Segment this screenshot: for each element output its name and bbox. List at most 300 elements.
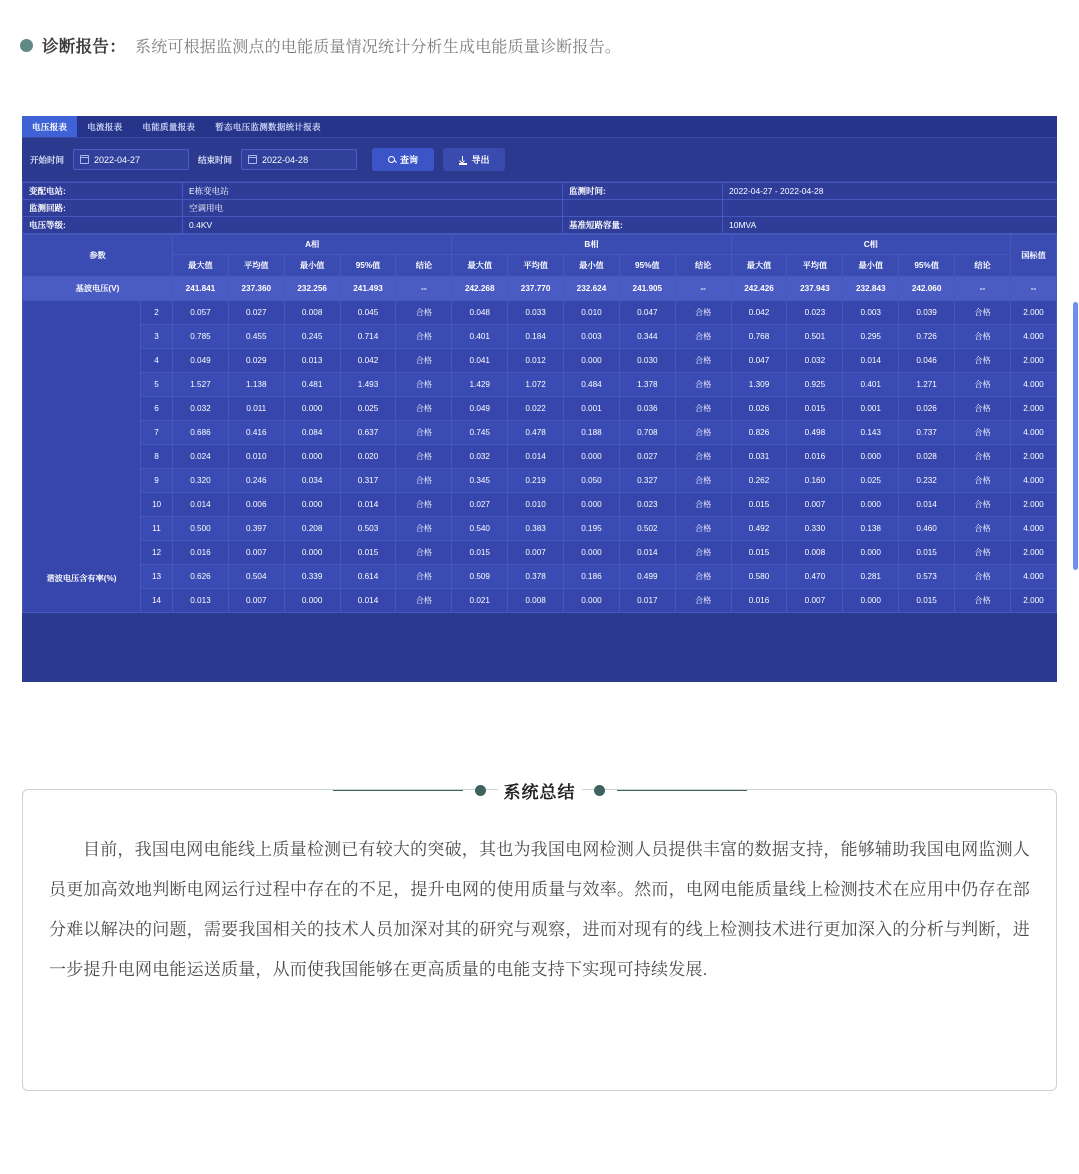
- cell-a-2: 0.339: [284, 565, 340, 589]
- cell-b-0: 0.345: [452, 469, 508, 493]
- empty-value: [723, 200, 1058, 217]
- cell-c-0: 0.262: [731, 469, 787, 493]
- start-time-label: 开始时间: [30, 154, 65, 165]
- cell-b-0: 0.015: [452, 541, 508, 565]
- table-row: [23, 541, 1057, 565]
- cell-standard: 2.000: [1011, 397, 1057, 421]
- cell-a-4: 合格: [396, 565, 452, 589]
- cell-c-4: 合格: [955, 373, 1011, 397]
- short-circuit-capacity-value: 10MVA: [723, 217, 1058, 234]
- cell-a-0: 0.686: [173, 421, 229, 445]
- cell-c-3: 0.232: [899, 469, 955, 493]
- short-circuit-capacity-label: 基准短路容量:: [563, 217, 723, 234]
- cell-c-3: 0.573: [899, 565, 955, 589]
- cell-a-0: 0.500: [173, 517, 229, 541]
- cell-c-0: 0.016: [731, 589, 787, 613]
- cell-a-4: 合格: [396, 397, 452, 421]
- cell-order: 10: [141, 493, 173, 517]
- cell-c-0: 0.015: [731, 541, 787, 565]
- cell-b-4: 合格: [675, 541, 731, 565]
- cell-c-1: 0.015: [787, 397, 843, 421]
- cell-a-2: 0.000: [284, 589, 340, 613]
- cell-order: 12: [141, 541, 173, 565]
- header-phase-b: B相: [452, 235, 731, 255]
- intro-line: [20, 33, 621, 57]
- header-c-max: 最大值: [731, 255, 787, 277]
- header-c-conclusion: 结论: [955, 255, 1011, 277]
- cell-standard: 2.000: [1011, 493, 1057, 517]
- report-vertical-scrollbar[interactable]: [1072, 116, 1079, 682]
- monitor-time-label: 监测时间:: [563, 183, 723, 200]
- cell-b-1: 0.478: [508, 421, 564, 445]
- header-a-conclusion: 结论: [396, 255, 452, 277]
- cell-a-1: 0.029: [228, 349, 284, 373]
- cell-b-3: 0.023: [619, 493, 675, 517]
- cell-b-3: 0.030: [619, 349, 675, 373]
- cell-b-2: 0.001: [564, 397, 620, 421]
- cell-b-1: 0.022: [508, 397, 564, 421]
- cell-c-3: 0.015: [899, 541, 955, 565]
- cell-a-1: 0.416: [228, 421, 284, 445]
- header-a-max: 最大值: [173, 255, 229, 277]
- cell-b-3: 0.014: [619, 541, 675, 565]
- cell-c-3: 0.014: [899, 493, 955, 517]
- cell-b-1: 0.378: [508, 565, 564, 589]
- cell-b-4: 合格: [675, 589, 731, 613]
- table-row: [23, 589, 1057, 613]
- cell-b-3: 0.502: [619, 517, 675, 541]
- cell-c-0: 0.031: [731, 445, 787, 469]
- cell-b-2: 0.000: [564, 589, 620, 613]
- cell-b-0: 0.401: [452, 325, 508, 349]
- cell-standard: 4.000: [1011, 421, 1057, 445]
- cell-c-2: 0.000: [843, 589, 899, 613]
- cell-standard: 2.000: [1011, 349, 1057, 373]
- cell-a-2: 0.034: [284, 469, 340, 493]
- cell-order: 7: [141, 421, 173, 445]
- cell-b-4: 合格: [675, 493, 731, 517]
- cell-b-0: 0.745: [452, 421, 508, 445]
- scrollbar-thumb[interactable]: [1073, 302, 1078, 570]
- table-row: [23, 469, 1057, 493]
- cell-a-3: 0.714: [340, 325, 396, 349]
- table-row: [23, 325, 1057, 349]
- cell-b-3: 0.327: [619, 469, 675, 493]
- cell-c-4: 合格: [955, 541, 1011, 565]
- cell-b-3: 0.708: [619, 421, 675, 445]
- cell-a-1: 1.138: [228, 373, 284, 397]
- cell-b-1: 1.072: [508, 373, 564, 397]
- cell-c-1: 0.023: [787, 301, 843, 325]
- cell-b-3: 1.378: [619, 373, 675, 397]
- cell-c-1: 0.007: [787, 589, 843, 613]
- summary-paragraph: 目前，我国电网电能线上质量检测已有较大的突破，其也为我国电网检测人员提供丰富的数据支持，能够辅助我国电网监测人员更加高效地判断电网运行过程中存在的不足，提升电网的使用质量与效率。然而，电网电能质量线上检测技术在应用中仍存在部分难以解决的问题，需要我国相关的技术人员加深对其的研究与观察，进而对现有的线上检测技术进行更加深入的分析与判断，进一步提升电网电能运送质量，从而使我国能够在更高质量的电能支持下实现可持续发展.: [49, 840, 1030, 979]
- cell-fundamental-c-3: 242.060: [899, 277, 955, 301]
- divider-line-right: [617, 790, 747, 791]
- cell-b-0: 0.041: [452, 349, 508, 373]
- table-row: [23, 445, 1057, 469]
- cell-c-2: 0.000: [843, 445, 899, 469]
- decorative-dot-right-icon: [594, 785, 605, 796]
- table-row: [23, 565, 1057, 589]
- cell-c-1: 0.470: [787, 565, 843, 589]
- cell-a-3: 0.045: [340, 301, 396, 325]
- cell-b-0: 0.027: [452, 493, 508, 517]
- cell-b-0: 0.509: [452, 565, 508, 589]
- cell-c-0: 0.042: [731, 301, 787, 325]
- cell-c-3: 0.046: [899, 349, 955, 373]
- cell-b-4: 合格: [675, 301, 731, 325]
- cell-b-1: 0.219: [508, 469, 564, 493]
- tab-transient-voltage-report[interactable]: 暂态电压监测数据统计报表: [215, 121, 321, 132]
- cell-b-1: 0.012: [508, 349, 564, 373]
- cell-b-2: 0.050: [564, 469, 620, 493]
- cell-b-3: 0.499: [619, 565, 675, 589]
- cell-c-1: 0.007: [787, 493, 843, 517]
- cell-b-2: 0.000: [564, 493, 620, 517]
- cell-c-4: 合格: [955, 493, 1011, 517]
- cell-b-0: 0.032: [452, 445, 508, 469]
- cell-a-3: 0.637: [340, 421, 396, 445]
- cell-order: 5: [141, 373, 173, 397]
- cell-b-1: 0.008: [508, 589, 564, 613]
- voltage-level-label: 电压等级:: [23, 217, 183, 234]
- intro-description: 系统可根据监测点的电能质量情况统计分析生成电能质量诊断报告。: [135, 38, 622, 56]
- header-phase-c: C相: [731, 235, 1010, 255]
- cell-b-1: 0.383: [508, 517, 564, 541]
- cell-b-2: 0.000: [564, 445, 620, 469]
- query-button[interactable]: [372, 148, 434, 171]
- cell-b-2: 0.000: [564, 541, 620, 565]
- decorative-dot-left-icon: [475, 785, 486, 796]
- cell-b-0: 0.540: [452, 517, 508, 541]
- cell-a-1: 0.010: [228, 445, 284, 469]
- header-b-p95: 95%值: [619, 255, 675, 277]
- report-tabbar: [22, 116, 1057, 138]
- cell-a-4: 合格: [396, 373, 452, 397]
- cell-a-0: 0.049: [173, 349, 229, 373]
- substation-label: 变配电站:: [23, 183, 183, 200]
- cell-standard: 4.000: [1011, 325, 1057, 349]
- cell-a-4: 合格: [396, 493, 452, 517]
- search-icon: [388, 156, 395, 163]
- cell-a-4: 合格: [396, 589, 452, 613]
- cell-a-4: 合格: [396, 349, 452, 373]
- cell-b-4: 合格: [675, 565, 731, 589]
- monitor-time-value: 2022-04-27 - 2022-04-28: [723, 183, 1058, 200]
- start-date-input[interactable]: [73, 149, 189, 170]
- export-button-label: 导出: [471, 155, 490, 165]
- cell-standard: 2.000: [1011, 301, 1057, 325]
- cell-c-2: 0.014: [843, 349, 899, 373]
- tab-voltage-report[interactable]: 电压报表: [22, 116, 77, 137]
- circuit-label: 监测回路:: [23, 200, 183, 217]
- cell-a-1: 0.504: [228, 565, 284, 589]
- circuit-value: 空调用电: [183, 200, 563, 217]
- cell-fundamental-c-2: 232.843: [843, 277, 899, 301]
- cell-c-3: 0.028: [899, 445, 955, 469]
- table-row: [23, 183, 1058, 200]
- cell-b-3: 0.047: [619, 301, 675, 325]
- cell-a-1: 0.007: [228, 589, 284, 613]
- cell-c-4: 合格: [955, 469, 1011, 493]
- table-row: [23, 421, 1057, 445]
- calendar-icon: [248, 155, 257, 164]
- cell-b-2: 0.010: [564, 301, 620, 325]
- cell-a-0: 0.785: [173, 325, 229, 349]
- cell-a-1: 0.455: [228, 325, 284, 349]
- cell-b-4: 合格: [675, 397, 731, 421]
- header-a-avg: 平均值: [228, 255, 284, 277]
- start-date-value: 2022-04-27: [94, 154, 141, 165]
- cell-c-0: 0.047: [731, 349, 787, 373]
- cell-order: 11: [141, 517, 173, 541]
- cell-c-3: 0.015: [899, 589, 955, 613]
- header-c-avg: 平均值: [787, 255, 843, 277]
- cell-fundamental-a-4: --: [396, 277, 452, 301]
- table-header-metrics: [23, 255, 1057, 277]
- cell-b-3: 0.036: [619, 397, 675, 421]
- header-param: 参数: [23, 235, 173, 277]
- cell-fundamental-a-2: 232.256: [284, 277, 340, 301]
- divider-line-left: [333, 790, 463, 791]
- power-quality-report-panel: [22, 116, 1057, 682]
- cell-a-3: 0.614: [340, 565, 396, 589]
- cell-c-2: 0.138: [843, 517, 899, 541]
- cell-b-1: 0.184: [508, 325, 564, 349]
- cell-a-0: 0.032: [173, 397, 229, 421]
- cell-c-3: 0.039: [899, 301, 955, 325]
- cell-c-0: 0.768: [731, 325, 787, 349]
- cell-c-2: 0.025: [843, 469, 899, 493]
- cell-a-1: 0.006: [228, 493, 284, 517]
- station-info-table: [22, 182, 1057, 234]
- table-row: [23, 517, 1057, 541]
- table-row: [23, 277, 1057, 301]
- cell-b-1: 0.010: [508, 493, 564, 517]
- cell-a-2: 0.000: [284, 541, 340, 565]
- table-row: [23, 217, 1058, 234]
- cell-b-2: 0.003: [564, 325, 620, 349]
- cell-c-1: 0.016: [787, 445, 843, 469]
- system-summary-card: [22, 783, 1057, 1091]
- cell-c-2: 0.401: [843, 373, 899, 397]
- row-label-fundamental: 基波电压(V): [23, 277, 173, 301]
- report-toolbar: [22, 138, 1057, 182]
- cell-a-3: 0.020: [340, 445, 396, 469]
- tab-current-report[interactable]: 电流报表: [87, 121, 123, 132]
- cell-order: 14: [141, 589, 173, 613]
- harmonic-data-table: [22, 234, 1057, 613]
- cell-c-4: 合格: [955, 589, 1011, 613]
- cell-c-0: 0.015: [731, 493, 787, 517]
- cell-standard: 4.000: [1011, 517, 1057, 541]
- cell-fundamental-c-0: 242.426: [731, 277, 787, 301]
- cell-a-3: 0.503: [340, 517, 396, 541]
- cell-standard: 2.000: [1011, 445, 1057, 469]
- cell-c-2: 0.000: [843, 541, 899, 565]
- cell-b-4: 合格: [675, 469, 731, 493]
- cell-b-4: 合格: [675, 445, 731, 469]
- cell-a-4: 合格: [396, 301, 452, 325]
- cell-b-3: 0.344: [619, 325, 675, 349]
- cell-fundamental-b-1: 237.770: [508, 277, 564, 301]
- cell-a-4: 合格: [396, 517, 452, 541]
- cell-a-3: 0.014: [340, 589, 396, 613]
- cell-c-2: 0.295: [843, 325, 899, 349]
- tab-power-quality-report[interactable]: 电能质量报表: [142, 121, 196, 132]
- query-button-label: 查询: [400, 155, 419, 165]
- cell-a-0: 0.320: [173, 469, 229, 493]
- header-b-conclusion: 结论: [675, 255, 731, 277]
- table-row: [23, 373, 1057, 397]
- cell-c-1: 0.501: [787, 325, 843, 349]
- cell-b-2: 0.000: [564, 349, 620, 373]
- cell-b-3: 0.017: [619, 589, 675, 613]
- cell-a-2: 0.000: [284, 493, 340, 517]
- harmonic-table-body: [23, 277, 1057, 613]
- cell-b-1: 0.014: [508, 445, 564, 469]
- cell-c-4: 合格: [955, 349, 1011, 373]
- cell-fundamental-c-1: 237.943: [787, 277, 843, 301]
- cell-fundamental-a-0: 241.841: [173, 277, 229, 301]
- cell-standard: 4.000: [1011, 469, 1057, 493]
- cell-c-3: 0.460: [899, 517, 955, 541]
- cell-b-0: 0.048: [452, 301, 508, 325]
- header-c-min: 最小值: [843, 255, 899, 277]
- cell-c-4: 合格: [955, 445, 1011, 469]
- summary-title: 系统总结: [498, 778, 582, 803]
- intro-label: 诊断报告：: [42, 38, 126, 56]
- row-label-harmonic: 谐波电压含有率(%): [23, 301, 141, 613]
- table-header-phases: [23, 235, 1057, 255]
- cell-b-4: 合格: [675, 373, 731, 397]
- cell-a-2: 0.481: [284, 373, 340, 397]
- cell-c-0: 0.492: [731, 517, 787, 541]
- cell-a-1: 0.011: [228, 397, 284, 421]
- cell-b-1: 0.007: [508, 541, 564, 565]
- cell-b-4: 合格: [675, 325, 731, 349]
- cell-a-0: 0.016: [173, 541, 229, 565]
- cell-b-2: 0.186: [564, 565, 620, 589]
- cell-c-3: 1.271: [899, 373, 955, 397]
- cell-c-3: 0.726: [899, 325, 955, 349]
- cell-b-4: 合格: [675, 421, 731, 445]
- cell-c-1: 0.160: [787, 469, 843, 493]
- cell-c-3: 0.737: [899, 421, 955, 445]
- cell-a-2: 0.245: [284, 325, 340, 349]
- cell-standard: 4.000: [1011, 373, 1057, 397]
- cell-order: 9: [141, 469, 173, 493]
- download-icon: [459, 156, 467, 164]
- export-button[interactable]: [443, 148, 505, 171]
- table-row: [23, 493, 1057, 517]
- cell-a-3: 0.014: [340, 493, 396, 517]
- cell-a-0: 0.626: [173, 565, 229, 589]
- cell-fundamental-c-4: --: [955, 277, 1011, 301]
- header-a-p95: 95%值: [340, 255, 396, 277]
- cell-c-0: 1.309: [731, 373, 787, 397]
- header-b-min: 最小值: [564, 255, 620, 277]
- cell-b-2: 0.484: [564, 373, 620, 397]
- cell-c-1: 0.008: [787, 541, 843, 565]
- cell-c-2: 0.000: [843, 493, 899, 517]
- cell-c-0: 0.026: [731, 397, 787, 421]
- cell-c-1: 0.330: [787, 517, 843, 541]
- header-phase-a: A相: [173, 235, 452, 255]
- cell-order: 6: [141, 397, 173, 421]
- end-time-label: 结束时间: [198, 154, 233, 165]
- cell-a-2: 0.013: [284, 349, 340, 373]
- cell-a-4: 合格: [396, 541, 452, 565]
- cell-order: 3: [141, 325, 173, 349]
- cell-fundamental-b-3: 241.905: [619, 277, 675, 301]
- cell-a-3: 0.042: [340, 349, 396, 373]
- cell-c-4: 合格: [955, 325, 1011, 349]
- cell-c-4: 合格: [955, 301, 1011, 325]
- cell-b-2: 0.188: [564, 421, 620, 445]
- cell-c-0: 0.826: [731, 421, 787, 445]
- cell-a-0: 0.014: [173, 493, 229, 517]
- header-a-min: 最小值: [284, 255, 340, 277]
- cell-standard: 2.000: [1011, 541, 1057, 565]
- cell-a-2: 0.208: [284, 517, 340, 541]
- cell-standard: 4.000: [1011, 565, 1057, 589]
- end-date-input[interactable]: [241, 149, 357, 170]
- cell-c-2: 0.143: [843, 421, 899, 445]
- cell-a-0: 0.013: [173, 589, 229, 613]
- cell-c-2: 0.003: [843, 301, 899, 325]
- cell-fundamental-b-4: --: [675, 277, 731, 301]
- summary-body: [23, 790, 1056, 990]
- voltage-level-value: 0.4KV: [183, 217, 563, 234]
- cell-b-0: 0.049: [452, 397, 508, 421]
- cell-c-1: 0.925: [787, 373, 843, 397]
- header-b-max: 最大值: [452, 255, 508, 277]
- cell-fundamental-a-1: 237.360: [228, 277, 284, 301]
- cell-a-3: 0.025: [340, 397, 396, 421]
- table-row: [23, 200, 1058, 217]
- cell-a-3: 1.493: [340, 373, 396, 397]
- cell-a-1: 0.246: [228, 469, 284, 493]
- cell-a-0: 0.057: [173, 301, 229, 325]
- cell-order: 8: [141, 445, 173, 469]
- cell-a-3: 0.015: [340, 541, 396, 565]
- end-date-value: 2022-04-28: [262, 154, 309, 165]
- header-c-p95: 95%值: [899, 255, 955, 277]
- table-row: [23, 397, 1057, 421]
- cell-a-2: 0.084: [284, 421, 340, 445]
- cell-c-4: 合格: [955, 565, 1011, 589]
- cell-b-2: 0.195: [564, 517, 620, 541]
- cell-c-1: 0.032: [787, 349, 843, 373]
- cell-a-2: 0.000: [284, 397, 340, 421]
- cell-fundamental-a-3: 241.493: [340, 277, 396, 301]
- cell-fundamental-b-0: 242.268: [452, 277, 508, 301]
- cell-a-1: 0.027: [228, 301, 284, 325]
- cell-a-4: 合格: [396, 445, 452, 469]
- cell-standard: 2.000: [1011, 589, 1057, 613]
- cell-b-0: 0.021: [452, 589, 508, 613]
- cell-b-4: 合格: [675, 517, 731, 541]
- table-row: [23, 301, 1057, 325]
- summary-header: [23, 778, 1056, 803]
- cell-c-3: 0.026: [899, 397, 955, 421]
- cell-a-1: 0.007: [228, 541, 284, 565]
- cell-b-4: 合格: [675, 349, 731, 373]
- bullet-dot-icon: [20, 39, 33, 52]
- header-standard-value: 国标值: [1011, 235, 1057, 277]
